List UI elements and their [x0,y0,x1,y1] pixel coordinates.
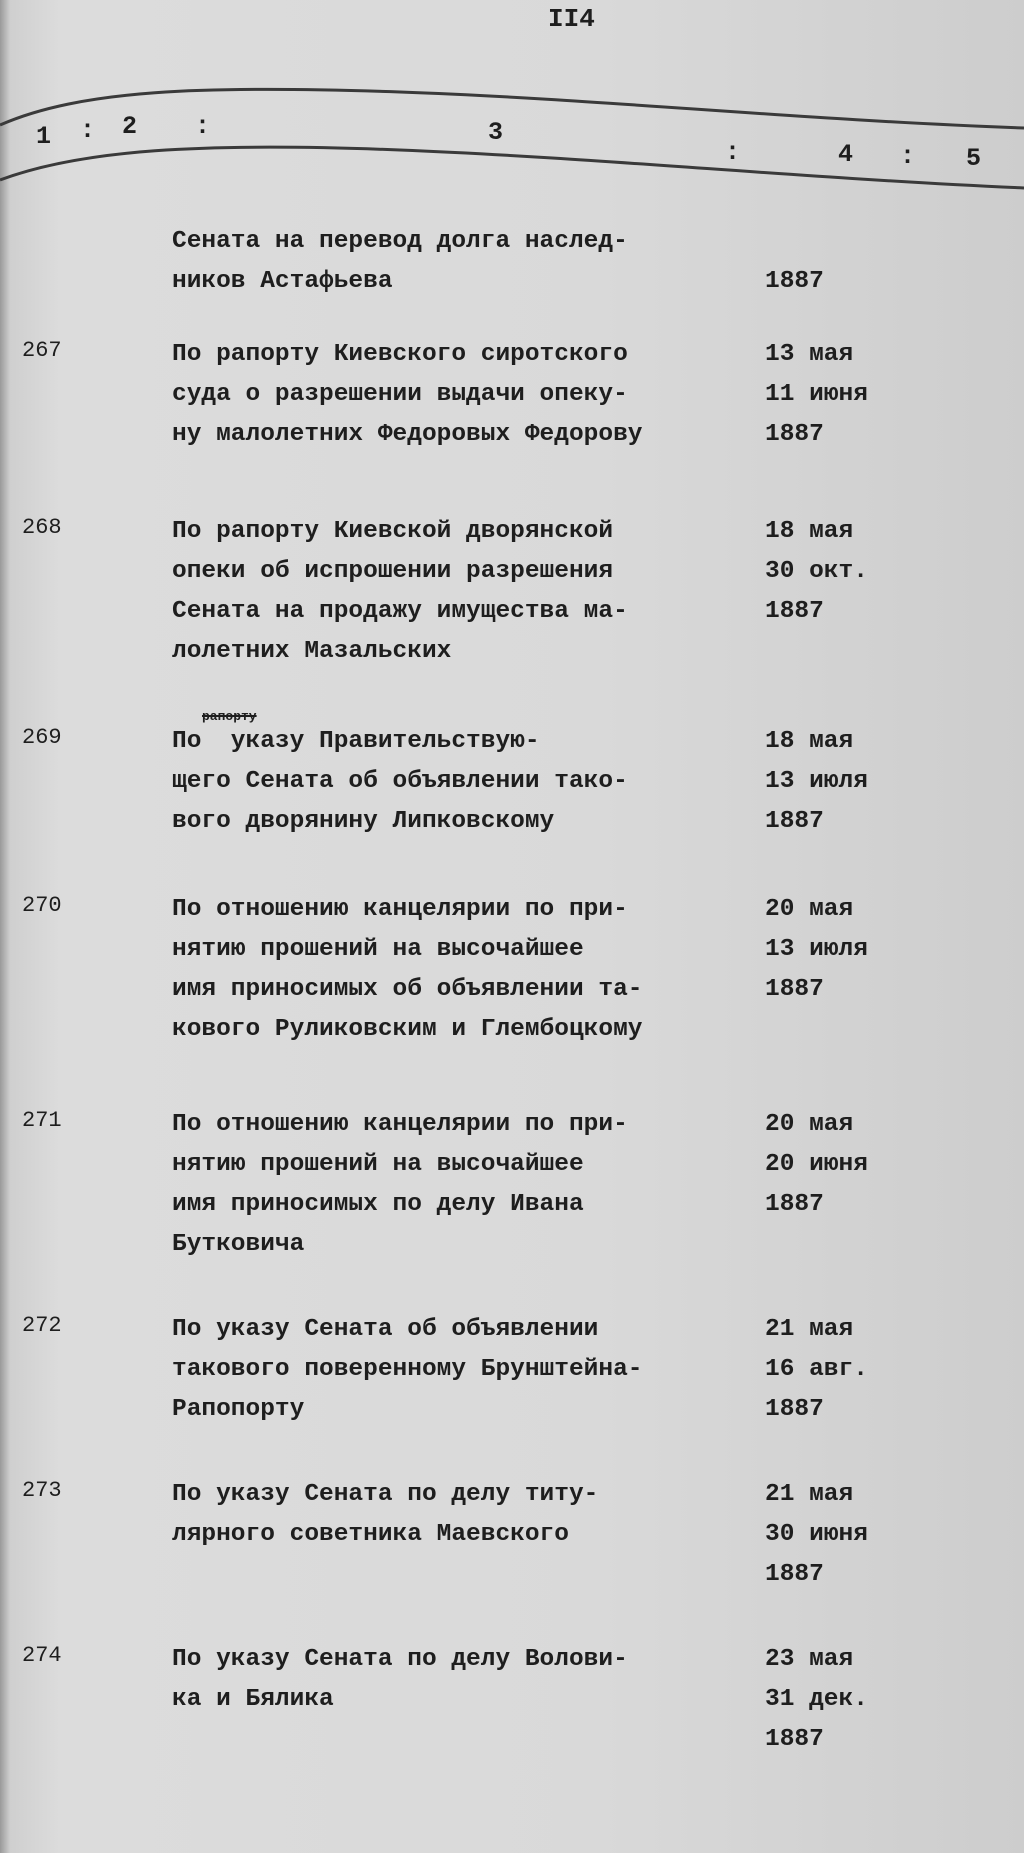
description-line: По указу Сената по делу титу- [172,1481,599,1508]
entry-dates [765,512,868,632]
entry-dates [765,1105,868,1225]
description-line: По рапорту Киевской дворянской [172,518,614,545]
description-line-wrap [172,1475,598,1515]
description-line-wrap [172,552,628,592]
description-line-wrap [172,1640,628,1680]
entry-year: 1887 [765,1726,824,1753]
description-line: нятию прошений на высочайшее [172,1151,584,1178]
description-line-wrap [172,1350,642,1390]
description-line-wrap [172,222,628,262]
entry-dates [765,890,868,1010]
entry-date: 30 окт. [765,558,868,585]
description-line: нятию прошений на высочайшее [172,936,584,963]
entry-year: 1887 [765,1561,824,1588]
description-line: По отношению канцелярии по при- [172,1111,628,1138]
description-line-wrap [172,512,628,552]
entry-date: 16 авг. [765,1356,868,1383]
entry-date: 20 мая [765,896,854,923]
entry-number: 274 [22,1643,62,1668]
entry-dates [765,335,868,455]
entry-dates [765,1475,868,1595]
entry-date: 13 июля [765,936,868,963]
description-line: ка и Бялика [172,1686,334,1713]
entry-date [765,222,824,262]
description-line: имя приносимых об объявлении та- [172,976,643,1003]
description-line-wrap [172,1390,642,1430]
entry-description [172,335,642,455]
description-line: такового поверенному Брунштейна- [172,1356,643,1383]
entry-number: 272 [22,1313,62,1338]
entry-year: 1887 [765,808,824,835]
description-line: Сената на продажу имущества ма- [172,598,628,625]
description-line-wrap [172,709,628,762]
entry-date: 13 мая [765,341,854,368]
entry-date: 30 июня [765,1521,868,1548]
description-line-wrap [172,1010,642,1050]
entry-year: 1887 [765,1191,824,1218]
entry-description [172,222,628,302]
description-line-wrap [172,930,642,970]
description-line-wrap [172,262,628,302]
column-header-separator: : [725,138,741,167]
column-header-separator: : [80,116,96,145]
entry-date: 20 июня [765,1151,868,1178]
description-line: ников Астафьева [172,268,393,295]
description-line: имя приносимых по делу Ивана [172,1191,584,1218]
column-header-1: 1 [36,122,52,151]
description-line-wrap [172,762,628,802]
description-line-wrap [172,970,642,1010]
description-line: Бутковича [172,1231,305,1258]
entry-description [172,709,628,842]
description-line-wrap [172,802,628,842]
entry-date: 13 июля [765,768,868,795]
description-line-wrap [172,1515,598,1555]
description-line-wrap [172,592,628,632]
description-line-wrap [172,415,642,455]
entry-dates [765,1310,868,1430]
description-line: опеки об испрошении разрешения [172,558,614,585]
description-line: вого дворянину Липковскому [172,808,555,835]
entry-description [172,890,642,1050]
entry-date: 20 мая [765,1111,854,1138]
description-line-wrap [172,1310,642,1350]
entry-description [172,512,628,672]
entry-date: 18 мая [765,728,854,755]
description-line-wrap [172,1105,628,1145]
entry-year: 1887 [765,268,824,295]
entry-year: 1887 [765,1396,824,1423]
description-line: щего Сената об объявлении тако- [172,768,628,795]
column-header-separator: : [900,142,916,171]
description-line: Сената на перевод долга наслед- [172,228,628,255]
column-header-band [0,80,1024,200]
description-line: ну малолетних Федоровых Федорову [172,421,643,448]
page-number: II4 [548,4,595,34]
description-line-wrap [172,335,642,375]
entry-number: 273 [22,1478,62,1503]
entry-description [172,1475,598,1555]
description-line-wrap [172,1185,628,1225]
description-line: По указу Правительствую- [172,728,540,755]
description-line-wrap [172,890,642,930]
description-line-wrap [172,1680,628,1720]
column-header-2: 2 [122,112,138,141]
description-line: По указу Сената по делу Волови- [172,1646,628,1673]
description-line: Рапопорту [172,1396,305,1423]
entry-year: 1887 [765,598,824,625]
entry-dates [765,222,824,302]
entry-date: 11 июня [765,381,868,408]
column-header-3: 3 [488,118,504,147]
description-line-wrap [172,1225,628,1265]
entry-date: 23 мая [765,1646,854,1673]
description-line: кового Руликовским и Глембоцкому [172,1016,643,1043]
entry-description [172,1105,628,1265]
entry-date: 21 мая [765,1316,854,1343]
entry-number: 267 [22,338,62,363]
struck-word: рапорту [202,709,257,724]
entry-year: 1887 [765,421,824,448]
description-line: По рапорту Киевского сиротского [172,341,628,368]
description-line: По отношению канцелярии по при- [172,896,628,923]
description-line-wrap [172,1145,628,1185]
entry-number: 268 [22,515,62,540]
entry-dates [765,722,868,842]
entry-year: 1887 [765,976,824,1003]
description-line-wrap [172,632,628,672]
entry-number: 269 [22,725,62,750]
entry-description [172,1310,642,1430]
description-line: лолетних Мазальских [172,638,452,665]
entry-date: 31 дек. [765,1686,868,1713]
description-line: По указу Сената об объявлении [172,1316,599,1343]
entry-date: 18 мая [765,518,854,545]
entry-number: 270 [22,893,62,918]
column-header-separator: : [195,112,211,141]
entry-description [172,1640,628,1720]
entry-dates [765,1640,868,1760]
description-line: суда о разрешении выдачи опеку- [172,381,628,408]
entry-number: 271 [22,1108,62,1133]
description-line: лярного советника Маевского [172,1521,569,1548]
description-line-wrap [172,375,642,415]
column-header-4: 4 [838,140,854,169]
entry-date: 21 мая [765,1481,854,1508]
column-header-5: 5 [966,144,982,173]
